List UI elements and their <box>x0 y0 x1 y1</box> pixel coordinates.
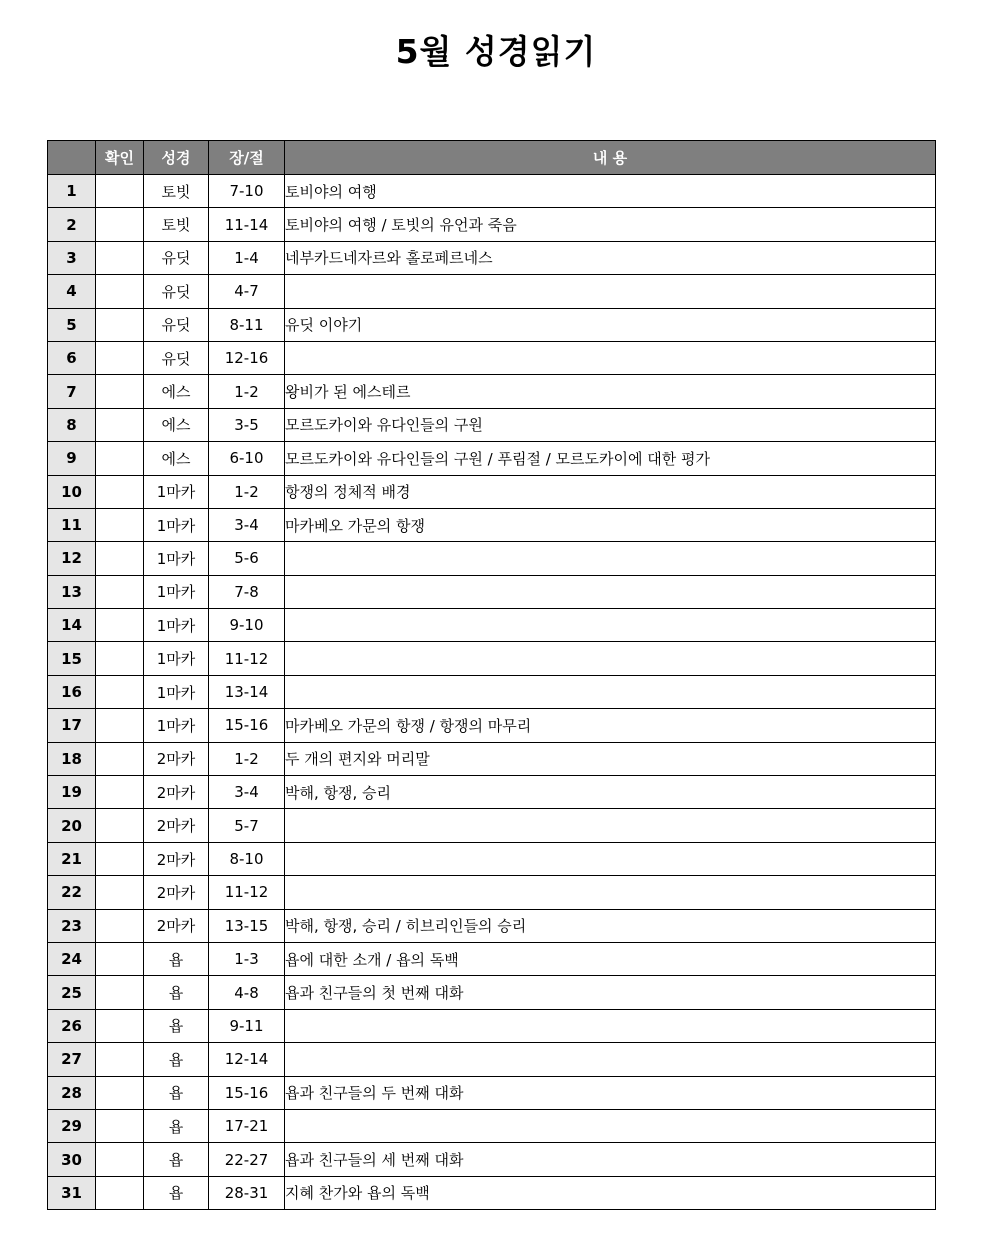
chapter-cell: 5-7 <box>209 809 285 842</box>
table-header-row <box>48 141 936 175</box>
table-row <box>48 241 936 274</box>
page-title: 5월 성경읽기 <box>395 32 597 71</box>
content-cell <box>285 275 936 308</box>
check-cell[interactable] <box>96 241 144 274</box>
book-cell: 유딧 <box>144 241 209 274</box>
check-cell[interactable] <box>96 742 144 775</box>
check-cell[interactable] <box>96 375 144 408</box>
check-cell[interactable] <box>96 1043 144 1076</box>
check-cell[interactable] <box>96 542 144 575</box>
book-cell: 1마카 <box>144 475 209 508</box>
row-number: 6 <box>48 341 96 374</box>
table-row <box>48 809 936 842</box>
table-row <box>48 542 936 575</box>
check-cell[interactable] <box>96 408 144 441</box>
table-row <box>48 508 936 541</box>
content-cell: 박해, 항쟁, 승리 <box>285 776 936 809</box>
table-row <box>48 909 936 942</box>
chapter-cell: 11-14 <box>209 208 285 241</box>
content-cell: 박해, 항쟁, 승리 / 히브리인들의 승리 <box>285 909 936 942</box>
check-cell[interactable] <box>96 976 144 1009</box>
book-cell: 1마카 <box>144 542 209 575</box>
chapter-cell: 3-4 <box>209 776 285 809</box>
chapter-cell: 3-5 <box>209 408 285 441</box>
check-cell[interactable] <box>96 709 144 742</box>
check-cell[interactable] <box>96 341 144 374</box>
row-number: 12 <box>48 542 96 575</box>
check-cell[interactable] <box>96 308 144 341</box>
book-cell: 2마카 <box>144 842 209 875</box>
row-number: 9 <box>48 442 96 475</box>
content-cell: 욥과 친구들의 세 번째 대화 <box>285 1143 936 1176</box>
content-cell <box>285 1009 936 1042</box>
content-cell <box>285 1109 936 1142</box>
book-cell: 1마카 <box>144 508 209 541</box>
check-cell[interactable] <box>96 642 144 675</box>
check-cell[interactable] <box>96 1076 144 1109</box>
content-cell: 토비야의 여행 / 토빗의 유언과 죽음 <box>285 208 936 241</box>
content-cell <box>285 675 936 708</box>
book-cell: 유딧 <box>144 308 209 341</box>
book-cell: 욥 <box>144 1143 209 1176</box>
content-cell: 욥에 대한 소개 / 욥의 독백 <box>285 942 936 975</box>
table-row <box>48 175 936 208</box>
check-cell[interactable] <box>96 508 144 541</box>
chapter-cell: 22-27 <box>209 1143 285 1176</box>
row-number: 24 <box>48 942 96 975</box>
check-cell[interactable] <box>96 776 144 809</box>
row-number: 1 <box>48 175 96 208</box>
content-cell: 마카베오 가문의 항쟁 / 항쟁의 마무리 <box>285 709 936 742</box>
check-cell[interactable] <box>96 1176 144 1209</box>
content-cell <box>285 542 936 575</box>
table-row <box>48 1176 936 1209</box>
book-cell: 1마카 <box>144 575 209 608</box>
chapter-cell: 1-3 <box>209 942 285 975</box>
table-row <box>48 475 936 508</box>
row-number: 19 <box>48 776 96 809</box>
row-number: 26 <box>48 1009 96 1042</box>
table-row <box>48 709 936 742</box>
book-cell: 유딧 <box>144 275 209 308</box>
table-row <box>48 776 936 809</box>
book-cell: 욥 <box>144 942 209 975</box>
chapter-cell: 1-4 <box>209 241 285 274</box>
check-cell[interactable] <box>96 475 144 508</box>
chapter-cell: 12-14 <box>209 1043 285 1076</box>
header-book: 성경 <box>144 141 209 175</box>
header-check: 확인 <box>96 141 144 175</box>
table-row <box>48 341 936 374</box>
chapter-cell: 5-6 <box>209 542 285 575</box>
chapter-cell: 15-16 <box>209 1076 285 1109</box>
row-number: 7 <box>48 375 96 408</box>
row-number: 14 <box>48 609 96 642</box>
check-cell[interactable] <box>96 442 144 475</box>
book-cell: 욥 <box>144 976 209 1009</box>
chapter-cell: 11-12 <box>209 642 285 675</box>
book-cell: 유딧 <box>144 341 209 374</box>
row-number: 31 <box>48 1176 96 1209</box>
chapter-cell: 4-8 <box>209 976 285 1009</box>
row-number: 8 <box>48 408 96 441</box>
book-cell: 에스 <box>144 408 209 441</box>
check-cell[interactable] <box>96 609 144 642</box>
chapter-cell: 17-21 <box>209 1109 285 1142</box>
content-cell <box>285 609 936 642</box>
content-cell <box>285 642 936 675</box>
book-cell: 1마카 <box>144 642 209 675</box>
content-cell: 네부카드네자르와 홀로페르네스 <box>285 241 936 274</box>
content-cell: 토비야의 여행 <box>285 175 936 208</box>
table-row <box>48 1076 936 1109</box>
content-cell: 지혜 찬가와 욥의 독백 <box>285 1176 936 1209</box>
row-number: 17 <box>48 709 96 742</box>
book-cell: 에스 <box>144 375 209 408</box>
row-number: 11 <box>48 508 96 541</box>
content-cell: 욥과 친구들의 첫 번째 대화 <box>285 976 936 1009</box>
row-number: 29 <box>48 1109 96 1142</box>
chapter-cell: 6-10 <box>209 442 285 475</box>
row-number: 20 <box>48 809 96 842</box>
header-content: 내 용 <box>285 141 936 175</box>
content-cell <box>285 575 936 608</box>
chapter-cell: 3-4 <box>209 508 285 541</box>
table-row <box>48 208 936 241</box>
table-row <box>48 976 936 1009</box>
row-number: 22 <box>48 876 96 909</box>
row-number: 21 <box>48 842 96 875</box>
row-number: 25 <box>48 976 96 1009</box>
check-cell[interactable] <box>96 1009 144 1042</box>
chapter-cell: 8-10 <box>209 842 285 875</box>
row-number: 5 <box>48 308 96 341</box>
row-number: 13 <box>48 575 96 608</box>
table-row <box>48 408 936 441</box>
row-number: 15 <box>48 642 96 675</box>
chapter-cell: 15-16 <box>209 709 285 742</box>
row-number: 16 <box>48 675 96 708</box>
check-cell[interactable] <box>96 275 144 308</box>
content-cell: 마카베오 가문의 항쟁 <box>285 508 936 541</box>
check-cell[interactable] <box>96 909 144 942</box>
content-cell <box>285 809 936 842</box>
book-cell: 1마카 <box>144 675 209 708</box>
check-cell[interactable] <box>96 675 144 708</box>
book-cell: 2마카 <box>144 742 209 775</box>
table-row <box>48 942 936 975</box>
row-number: 18 <box>48 742 96 775</box>
check-cell[interactable] <box>96 876 144 909</box>
check-cell[interactable] <box>96 575 144 608</box>
chapter-cell: 12-16 <box>209 341 285 374</box>
chapter-cell: 7-8 <box>209 575 285 608</box>
check-cell[interactable] <box>96 842 144 875</box>
chapter-cell: 7-10 <box>209 175 285 208</box>
book-cell: 욥 <box>144 1076 209 1109</box>
table-row <box>48 442 936 475</box>
book-cell: 2마카 <box>144 876 209 909</box>
content-cell: 두 개의 편지와 머리말 <box>285 742 936 775</box>
book-cell: 욥 <box>144 1109 209 1142</box>
content-cell <box>285 876 936 909</box>
chapter-cell: 13-14 <box>209 675 285 708</box>
row-number: 10 <box>48 475 96 508</box>
check-cell[interactable] <box>96 1143 144 1176</box>
book-cell: 욥 <box>144 1009 209 1042</box>
content-cell <box>285 341 936 374</box>
row-number: 30 <box>48 1143 96 1176</box>
book-cell: 토빗 <box>144 208 209 241</box>
content-cell: 왕비가 된 에스테르 <box>285 375 936 408</box>
table-row <box>48 876 936 909</box>
check-cell[interactable] <box>96 175 144 208</box>
reading-plan-table <box>47 140 936 1210</box>
table-row <box>48 1143 936 1176</box>
row-number: 4 <box>48 275 96 308</box>
book-cell: 토빗 <box>144 175 209 208</box>
row-number: 23 <box>48 909 96 942</box>
content-cell <box>285 842 936 875</box>
row-number: 2 <box>48 208 96 241</box>
chapter-cell: 1-2 <box>209 475 285 508</box>
chapter-cell: 11-12 <box>209 876 285 909</box>
table-row <box>48 842 936 875</box>
table-body <box>48 175 936 1210</box>
chapter-cell: 13-15 <box>209 909 285 942</box>
book-cell: 2마카 <box>144 809 209 842</box>
chapter-cell: 1-2 <box>209 375 285 408</box>
table-row <box>48 1043 936 1076</box>
row-number: 27 <box>48 1043 96 1076</box>
check-cell[interactable] <box>96 809 144 842</box>
book-cell: 2마카 <box>144 909 209 942</box>
row-number: 28 <box>48 1076 96 1109</box>
content-cell: 모르도카이와 유다인들의 구원 <box>285 408 936 441</box>
table-row <box>48 575 936 608</box>
check-cell[interactable] <box>96 942 144 975</box>
book-cell: 에스 <box>144 442 209 475</box>
book-cell: 욥 <box>144 1176 209 1209</box>
table-row <box>48 642 936 675</box>
header-number <box>48 141 96 175</box>
book-cell: 욥 <box>144 1043 209 1076</box>
book-cell: 1마카 <box>144 709 209 742</box>
book-cell: 1마카 <box>144 609 209 642</box>
table-row <box>48 675 936 708</box>
table-row <box>48 609 936 642</box>
chapter-cell: 9-10 <box>209 609 285 642</box>
content-cell <box>285 1043 936 1076</box>
table-row <box>48 742 936 775</box>
chapter-cell: 9-11 <box>209 1009 285 1042</box>
table-row <box>48 1109 936 1142</box>
chapter-cell: 4-7 <box>209 275 285 308</box>
table-row <box>48 375 936 408</box>
table-row <box>48 1009 936 1042</box>
header-chapter: 장/절 <box>209 141 285 175</box>
content-cell: 유딧 이야기 <box>285 308 936 341</box>
table-row <box>48 275 936 308</box>
content-cell: 항쟁의 정체적 배경 <box>285 475 936 508</box>
content-cell: 욥과 친구들의 두 번째 대화 <box>285 1076 936 1109</box>
check-cell[interactable] <box>96 1109 144 1142</box>
chapter-cell: 1-2 <box>209 742 285 775</box>
content-cell: 모르도카이와 유다인들의 구원 / 푸림절 / 모르도카이에 대한 평가 <box>285 442 936 475</box>
check-cell[interactable] <box>96 208 144 241</box>
book-cell: 2마카 <box>144 776 209 809</box>
chapter-cell: 8-11 <box>209 308 285 341</box>
table-row <box>48 308 936 341</box>
row-number: 3 <box>48 241 96 274</box>
chapter-cell: 28-31 <box>209 1176 285 1209</box>
